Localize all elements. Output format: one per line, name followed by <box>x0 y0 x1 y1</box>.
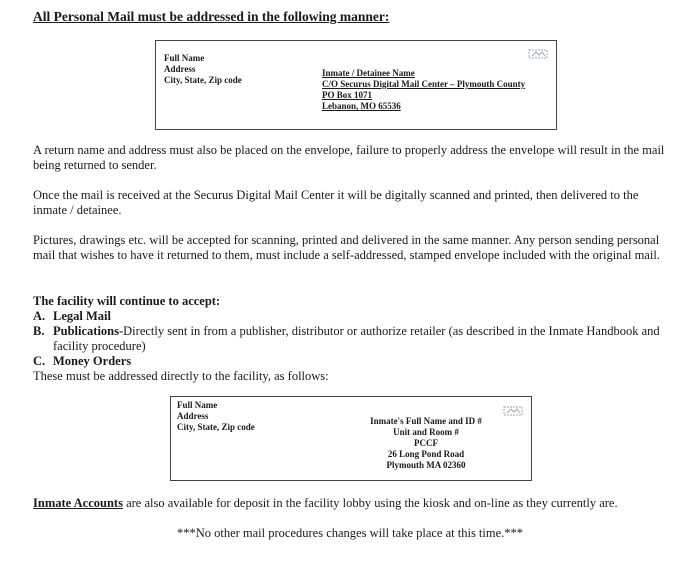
stamp-icon <box>528 46 548 56</box>
recipient-line: Plymouth MA 02360 <box>386 460 466 470</box>
recipient-line: Lebanon, MO 65536 <box>322 101 401 111</box>
accept-item-legal-mail <box>33 309 111 324</box>
sender-line: Address <box>177 411 209 421</box>
accept-heading: The facility will continue to accept: <box>33 294 221 308</box>
item-title: Money Orders <box>53 354 132 368</box>
recipient-line: Inmate / Detainee Name <box>322 68 415 78</box>
inmate-accounts-text: are also available for deposit in the facility lobby using the kiosk and on-line as they currently are. <box>122 496 618 510</box>
envelope-example-facility <box>170 396 532 481</box>
envelope-sender-block <box>177 400 255 433</box>
page-heading: All Personal Mail must be addressed in the following manner: <box>33 9 390 24</box>
item-title: Legal Mail <box>53 309 111 323</box>
envelope-example-personal <box>155 40 557 130</box>
recipient-line: PO Box 1071 <box>322 90 373 100</box>
inmate-accounts-label: Inmate Accounts <box>33 496 123 510</box>
item-text: Publications-Directly sent in from a publisher, distributor or authorize retailer (as described in the Inmate Handbook and facility procedure) <box>53 324 660 353</box>
sender-line: Full Name <box>164 53 205 63</box>
recipient-line: Inmate's Full Name and ID # <box>370 416 482 426</box>
paragraph-inmate-accounts <box>33 496 673 511</box>
paragraph-pictures: Pictures, drawings etc. will be accepted for scanning, printed and delivered in the same manner. Any person sending personal mail that wishes to have it returned to them, must include a self-addressed, stamped envelope included with the original mail. <box>33 233 660 262</box>
list-marker: B. <box>33 324 45 338</box>
recipient-line: C/O Securus Digital Mail Center – Plymouth County <box>322 79 526 89</box>
sender-line: City, State, Zip code <box>177 422 255 432</box>
sender-line: Address <box>164 64 196 74</box>
paragraph-return-address: A return name and address must also be placed on the envelope, failure to properly address the envelope will result in the mail being returned to sender. <box>33 143 665 172</box>
list-marker: A. <box>33 309 46 323</box>
paragraph-digital-scan: Once the mail is received at the Securus Digital Mail Center it will be digitally scanned and printed, then delivered to the inmate / detainee. <box>33 188 639 217</box>
footer-notice: ***No other mail procedures changes will take place at this time.*** <box>176 526 524 540</box>
stamp-icon <box>503 403 523 413</box>
accept-item-money-orders <box>33 354 131 369</box>
recipient-line: Unit and Room # <box>393 427 459 437</box>
facility-address-note: These must be addressed directly to the facility, as follows: <box>33 369 329 383</box>
envelope-sender-block <box>164 53 242 86</box>
recipient-line: 26 Long Pond Road <box>387 449 465 459</box>
envelope-recipient-block <box>351 416 501 471</box>
envelope-recipient-block <box>322 68 525 112</box>
sender-line: City, State, Zip code <box>164 75 242 85</box>
list-marker: C. <box>33 354 46 368</box>
recipient-line: PCCF <box>414 438 438 448</box>
accept-item-publications <box>33 324 673 354</box>
sender-line: Full Name <box>177 400 218 410</box>
